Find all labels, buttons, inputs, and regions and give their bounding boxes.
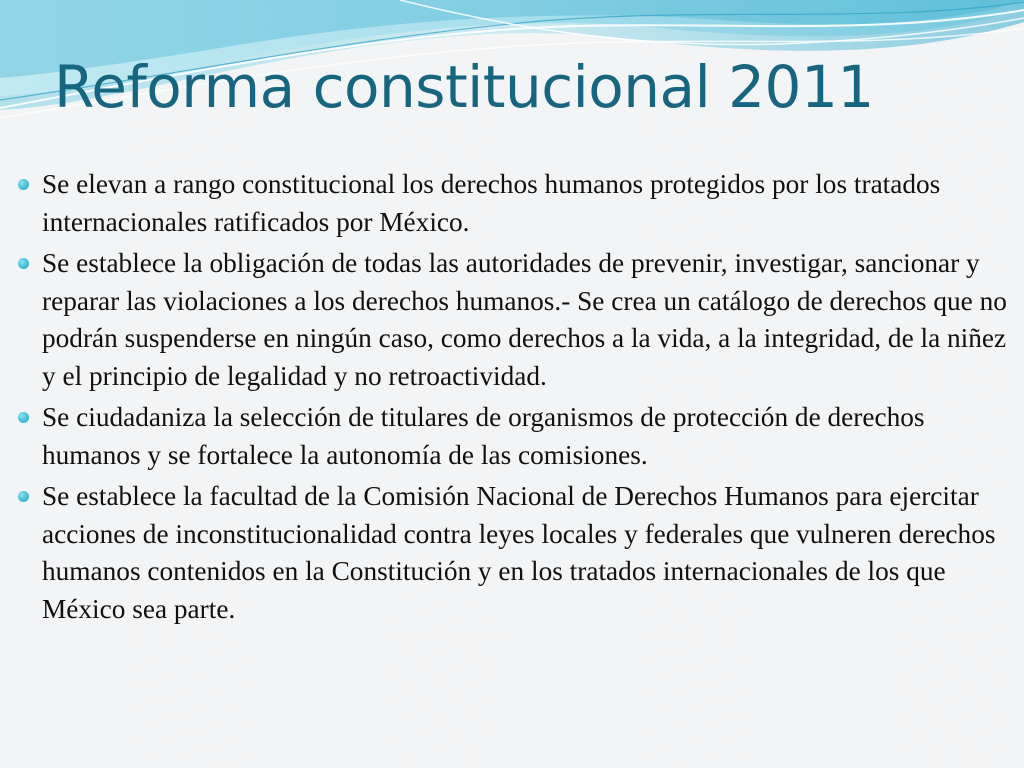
list-item (17, 399, 1017, 474)
bullet-text: Se ciudadaniza la selección de titulares de organismos de protección de derechos humanos y se fortalece la autonomía de las comisiones. (42, 402, 925, 470)
bullet-icon (18, 258, 29, 269)
bullet-list (17, 166, 1017, 632)
bullet-text: Se establece la facultad de la Comisión Nacional de Derechos Humanos para ejercitar acciones de inconstitucionalidad contra leyes locales y federales que vulneren derechos humanos contenidos en la Constitución y en los tratados internacionales de los que México sea parte. (42, 481, 996, 624)
list-item (17, 166, 1017, 241)
list-item (17, 478, 1017, 628)
list-item (17, 245, 1017, 395)
bullet-icon (18, 412, 29, 423)
slide-title: Reforma constitucional 2011 (54, 53, 874, 121)
bullet-icon (18, 179, 29, 190)
bullet-text: Se establece la obligación de todas las autoridades de prevenir, investigar, sancionar y reparar las violaciones a los derechos humanos.- Se crea un catálogo de derechos que no podrán suspenderse en ningún caso, como derechos a la vida, a la integridad, de la niñez y el principio de legalidad y no retroactividad. (42, 248, 1007, 391)
bullet-icon (18, 491, 29, 502)
bullet-text: Se elevan a rango constitucional los derechos humanos protegidos por los tratados internacionales ratificados por México. (42, 169, 941, 237)
